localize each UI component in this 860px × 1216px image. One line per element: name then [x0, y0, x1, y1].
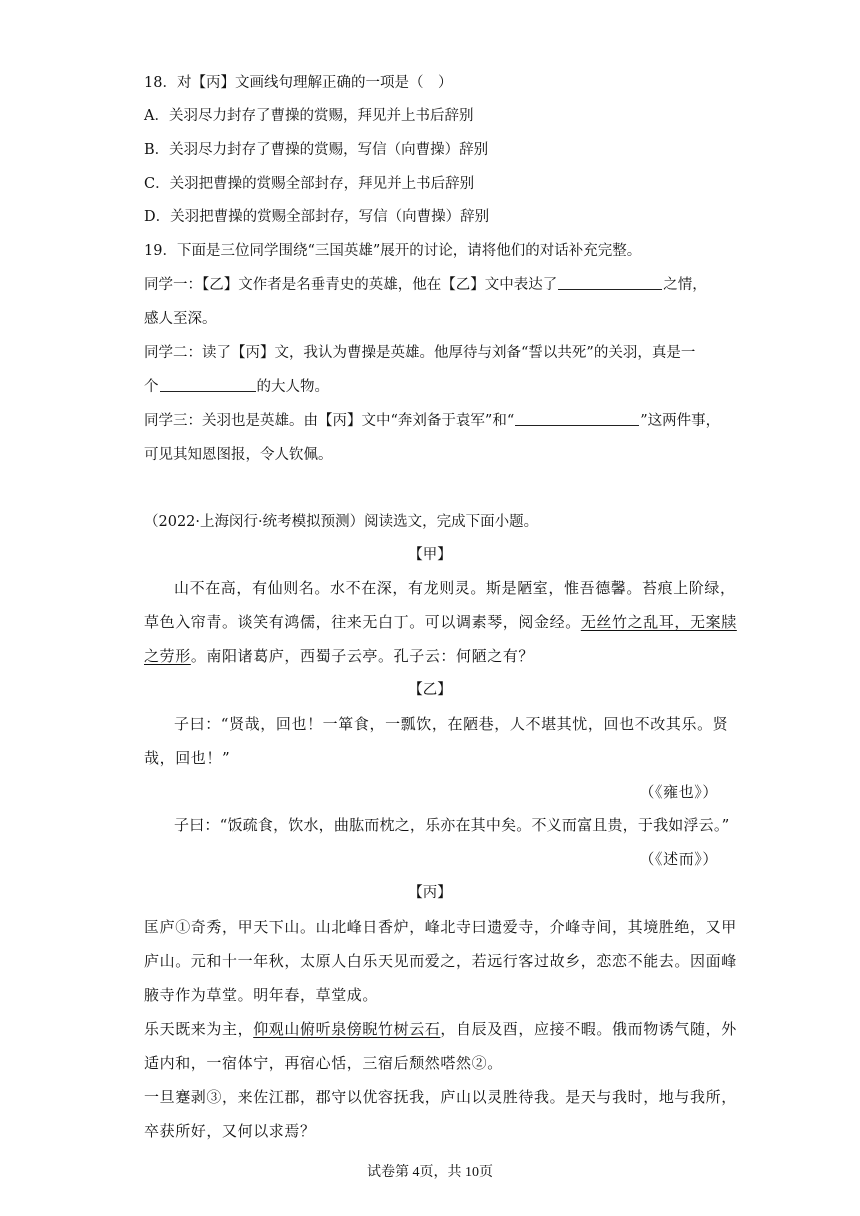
q18-stem: 18．对【丙】文画线句理解正确的一项是（ ）: [144, 75, 453, 91]
q19-student3-cont: 可见其知恩图报，令人钦佩。: [144, 447, 333, 463]
yi-source-1: （《雍也》）: [639, 783, 718, 801]
q19-student3-tail: ”这两件事，: [640, 413, 721, 429]
q18-option-c: C．关羽把曹操的赏赐全部封存，拜见并上书后辞别: [144, 176, 475, 192]
page-footer: 试卷第 4页，共 10页: [367, 1165, 493, 1180]
section-title-bing: 【丙】: [408, 885, 452, 901]
bing-line-5: 适内和，一宿体宁，再宿心恬，三宿后颓然嗒然②。: [144, 1054, 503, 1072]
passage-source: （2022·上海闵行·统考模拟预测）阅读选文，完成下面小题。: [144, 514, 539, 530]
q18-option-d: D．关羽把曹操的赏赐全部封存，写信（向曹操）辞别: [144, 209, 490, 225]
q19-student1-tail: 之情，: [663, 277, 707, 293]
q19-student3: [144, 411, 721, 431]
jia-line-2-text: 草色入帘青。谈笑有鸿儒，往来无白丁。可以调素琴，阅金经。: [144, 613, 581, 631]
jia-line-3-text: 。南阳诸葛庐，西蜀子云亭。孔子云：何陋之有？: [190, 647, 535, 665]
jia-line-1: 山不在高，有仙则名。水不在深，有龙则灵。斯是陋室，惟吾德馨。苔痕上阶绿，: [174, 579, 736, 597]
q19-student1: [144, 275, 718, 295]
q19-stem: 19．下面是三位同学围绕“三国英雄”展开的讨论，请将他们的对话补充完整。: [144, 243, 642, 259]
q19-student1-cont: 感人至深。: [144, 311, 217, 327]
bing-line-4: [144, 1019, 737, 1039]
q18-option-b: B．关羽尽力封存了曹操的赏赐，写信（向曹操）辞别: [144, 142, 489, 158]
answer-blank-2[interactable]: [160, 377, 256, 392]
yi-line-1: 子曰：“贤哉，回也！一箪食，一瓢饮，在陋巷，人不堪其忧，回也不改其乐。贤: [174, 715, 729, 733]
answer-blank-1[interactable]: [558, 275, 662, 290]
jia-line-2: [144, 612, 737, 632]
yi-source-2: （《述而》）: [639, 850, 718, 868]
q19-student1-text: 同学一：【乙】文作者是名垂青史的英雄，他在【乙】文中表达了: [144, 277, 558, 293]
q18-option-a: A．关羽尽力封存了曹操的赏赐，拜见并上书后辞别: [144, 108, 474, 124]
bing-line-4-text: 乐天既来为主，: [144, 1020, 254, 1038]
bing-line-3: 腋寺作为草堂。明年春，草堂成。: [144, 986, 379, 1004]
q19-student3-text: 同学三：关羽也是英雄。由【丙】文中“奔刘备于袁军”和“: [144, 413, 515, 429]
bing-line-2: 庐山。元和十一年秋，太原人白乐天见而爱之，若远行客过故乡，恋恋不能去。因面峰: [144, 952, 737, 970]
q19-student2: 同学二：读了【丙】文，我认为曹操是英雄。他厚待与刘备“誓以共死”的关羽，真是一: [144, 345, 696, 361]
jia-underlined-sentence: 无丝竹之乱耳，无案牍: [580, 613, 737, 631]
q19-student2-prefix: 个: [144, 379, 159, 395]
yi-line-2: 哉，回也！”: [144, 749, 231, 767]
section-title-jia: 【甲】: [408, 547, 452, 563]
bing-underlined-sentence: 仰观山俯听泉傍睨竹树云石: [253, 1020, 441, 1038]
bing-line-7: 卒获所好，又何以求焉？: [144, 1122, 316, 1140]
answer-blank-3[interactable]: [515, 411, 639, 426]
jia-line-3: [144, 646, 718, 666]
bing-line-4-tail: ，自辰及酉，应接不暇。俄而物诱气随，外: [440, 1020, 737, 1038]
bing-line-1: 匡庐①奇秀，甲天下山。山北峰日香炉，峰北寺曰遗爱寺，介峰寺间，其境胜绝，又甲: [144, 918, 737, 936]
q19-student2-tail: 的大人物。: [256, 379, 329, 395]
yi-line-3: 子曰：“饭疏食，饮水，曲肱而枕之，乐亦在其中矣。不义而富且贵，于我如浮云。”: [174, 816, 730, 834]
bing-line-6: 一旦蹇剥③，来佐江郡，郡守以优容抚我，庐山以灵胜待我。是天与我时，地与我所，: [144, 1088, 737, 1106]
section-title-yi: 【乙】: [408, 682, 452, 698]
jia-underlined-sentence-end: 之劳形: [144, 647, 191, 665]
q19-student2-cont: [144, 377, 718, 397]
